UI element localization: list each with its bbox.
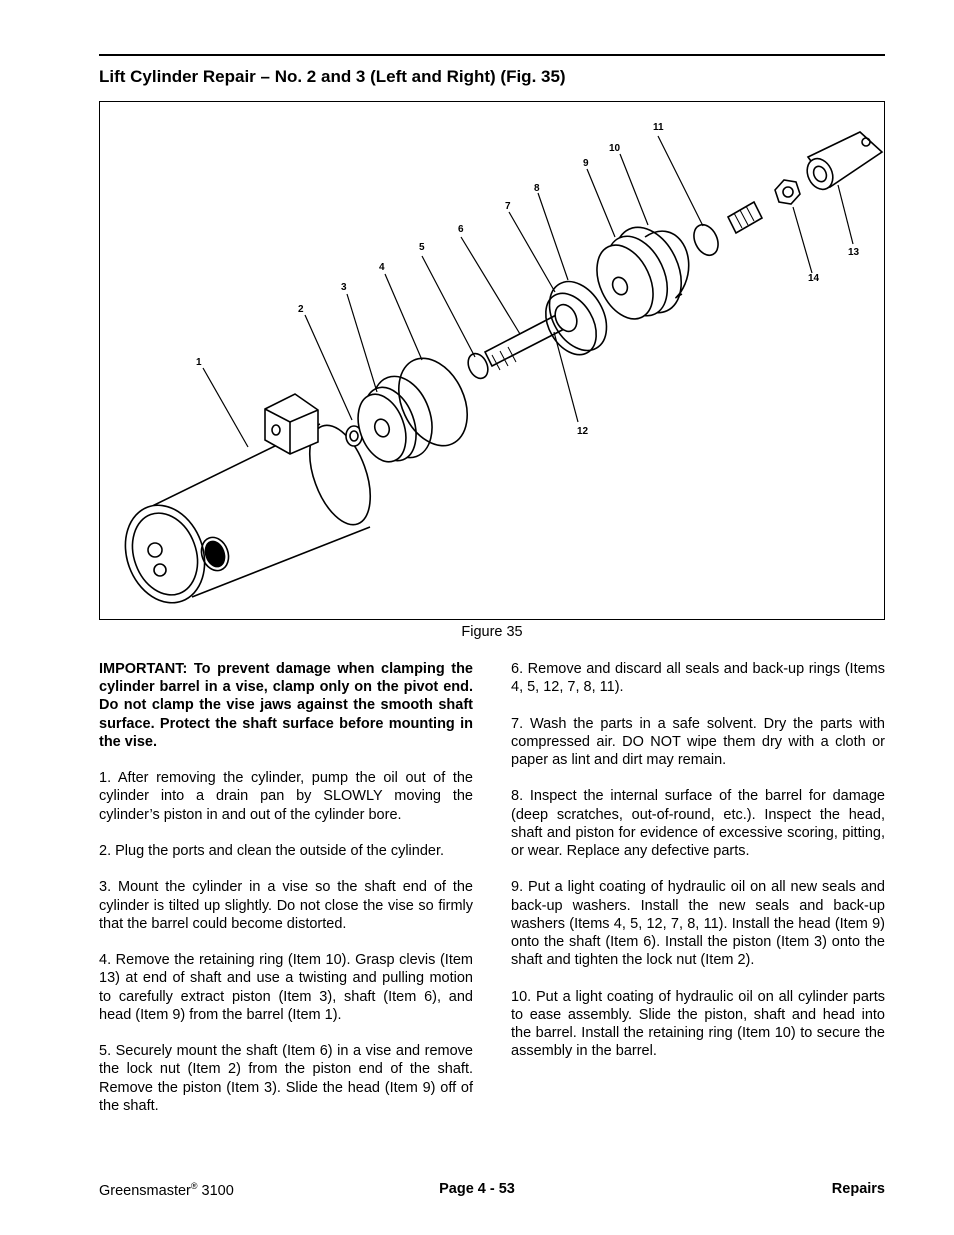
step-3: 3. Mount the cylinder in a vise so the shaft end of the cylinder is tilted up slightly. Do not close the vise so firmly that the barrel could become distorted. <box>99 879 473 932</box>
callout-6: 6 <box>458 224 464 235</box>
figure-caption: Figure 35 <box>461 624 523 640</box>
callout-3: 3 <box>341 282 347 293</box>
backup-ring-11-part <box>689 221 722 259</box>
header-rule <box>99 54 885 56</box>
barrel-part <box>112 394 390 614</box>
step-10: 10. Put a light coating of hydraulic oil on all cylinder parts to ease assembly. Slide the piston, shaft and head into the barrel. Install the retaining ring (Item 10) to secure the assembly in the barrel. <box>511 988 885 1060</box>
callout-10: 10 <box>609 143 621 154</box>
registered-mark: ® <box>190 1181 198 1191</box>
jam-nut-part <box>775 180 800 204</box>
important-note: IMPORTANT: To prevent damage when clamping the cylinder barrel in a vise, clamp only on the pivot end. Do not clamp the vise jaws against the smooth shaft surface. Protect the shaft surface before mounting in the vise. <box>99 661 473 750</box>
step-2: 2. Plug the ports and clean the outside of the cylinder. <box>99 843 445 859</box>
figure-35-exploded-view <box>99 101 885 620</box>
footer-page-number: Page 4 - 53 <box>439 1181 515 1197</box>
footer-model: 3100 <box>201 1182 234 1199</box>
shaft-part <box>485 301 581 370</box>
callout-14: 14 <box>808 273 820 284</box>
footer-product-name: Greensmaster <box>99 1182 191 1199</box>
callout-5: 5 <box>419 242 425 253</box>
callout-13: 13 <box>848 247 860 258</box>
callout-12: 12 <box>577 426 589 437</box>
step-1: 1. After removing the cylinder, pump the oil out of the cylinder into a drain pan by SLOWLY moving the cylinder’s piston in and out of the cylinder bore. <box>99 770 473 823</box>
step-6: 6. Remove and discard all seals and back-up rings (Items 4, 5, 12, 7, 8, 11). <box>511 661 885 696</box>
callout-11: 11 <box>653 122 664 133</box>
callout-8: 8 <box>534 183 540 194</box>
callout-2: 2 <box>298 304 304 315</box>
right-column <box>511 660 885 1079</box>
callout-4: 4 <box>379 262 385 273</box>
left-column <box>99 660 473 1133</box>
footer-section: Repairs <box>831 1181 885 1197</box>
step-9: 9. Put a light coating of hydraulic oil on all new seals and back-up washers. Install the new seals and back-up washers (Items 4, 5, 12, 7, 8, 11). Install the head (Item 9) onto the shaft (Item 6). Install the piston (Item 3) onto the shaft and tighten the lock nut (Item 2). <box>511 879 885 969</box>
step-7: 7. Wash the parts in a safe solvent. Dry the parts with compressed air. DO NOT wipe them dry with a cloth or paper as lint and dirt may remain. <box>511 715 885 768</box>
callout-1: 1 <box>196 357 202 368</box>
piston-part <box>349 368 442 468</box>
step-5: 5. Securely mount the shaft (Item 6) in a vise and remove the lock nut (Item 2) from the piston end of the shaft. Remove the piston (Item 3). Slide the head (Item 9) off of the shaft. <box>99 1043 473 1114</box>
callout-7: 7 <box>505 201 511 212</box>
step-4: 4. Remove the retaining ring (Item 10). Grasp clevis (Item 13) at end of shaft and use a twisting and pulling motion to carefully extract piston (Item 3), shaft (Item 6), and head (Item 9) from the barrel (Item 1). <box>99 952 473 1023</box>
threaded-stud-part <box>728 202 762 233</box>
head-part <box>586 217 694 328</box>
section-title: Lift Cylinder Repair – No. 2 and 3 (Left and Right) (Fig. 35) <box>99 67 566 86</box>
callout-9: 9 <box>583 158 589 169</box>
step-8: 8. Inspect the internal surface of the barrel for damage (deep scratches, out-of-round, etc.). Inspect the head, shaft and piston for evidence of excessive scoring, pitting, or wear. Replace any defective parts. <box>511 788 885 859</box>
clevis-part <box>802 132 882 194</box>
